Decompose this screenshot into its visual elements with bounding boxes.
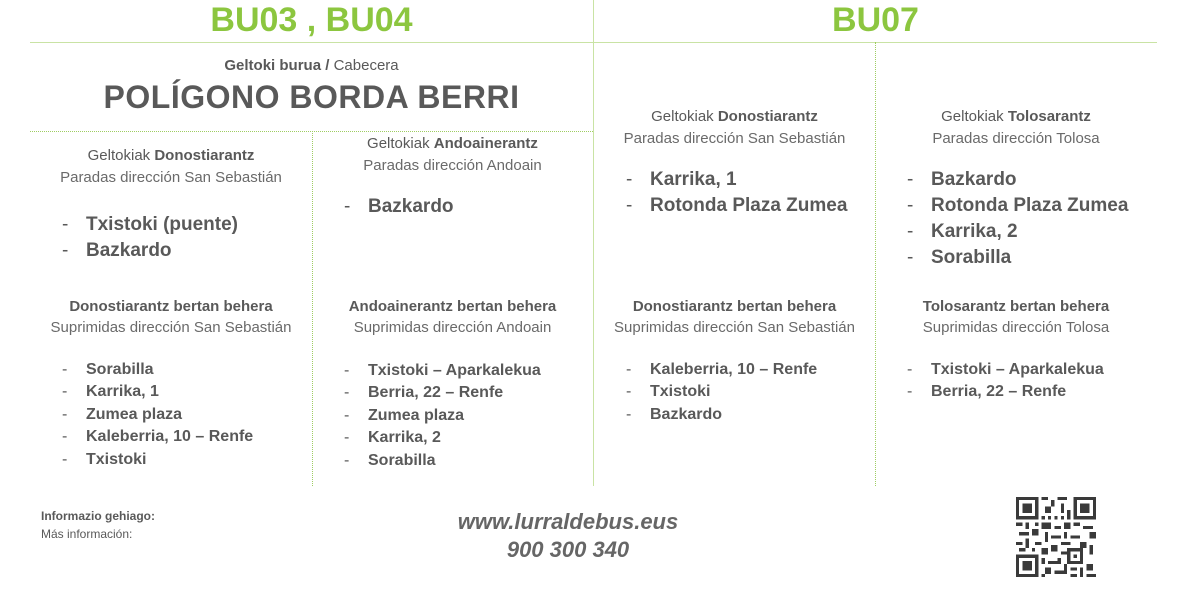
- bullet-dash: -: [907, 221, 914, 242]
- list-item: [62, 359, 253, 381]
- stop-name: Bazkardo: [368, 196, 454, 217]
- col2-title-prefix: Geltokiak: [367, 135, 430, 152]
- bullet-dash: -: [907, 247, 914, 268]
- col4-subtitle: Paradas dirección Tolosa: [932, 130, 1100, 147]
- stop-name: Kaleberria, 10 – Renfe: [86, 428, 254, 446]
- stop-name: Karrika, 1: [86, 383, 159, 401]
- col2-suppressed-subtitle: Suprimidas dirección Andoain: [353, 319, 552, 336]
- bullet-dash: -: [626, 169, 633, 190]
- col3-title-bold: Donostiarantz: [717, 108, 818, 125]
- col4-suppressed-list: [907, 359, 1104, 404]
- bullet-dash: -: [907, 195, 914, 216]
- col1-title: [30, 145, 312, 167]
- bullet-dash: -: [62, 240, 69, 261]
- stop-name: Karrika, 1: [650, 169, 737, 190]
- col4-stops-list: [907, 167, 1128, 271]
- stop-name: Bazkardo: [931, 169, 1017, 190]
- stop-name-title: POLÍGONO BORDA BERRI: [103, 79, 520, 115]
- list-item: [626, 359, 817, 381]
- route-title-bu07: BU07: [832, 1, 919, 39]
- stop-name: Txistoki – Aparkalekua: [931, 361, 1104, 378]
- header-label-eu: Geltoki burua: [224, 57, 322, 74]
- stop-name: Sorabilla: [86, 361, 154, 378]
- stop-name: Sorabilla: [368, 451, 436, 469]
- list-item: [626, 167, 847, 193]
- col3-title-prefix: Geltokiak: [651, 108, 714, 125]
- col3-suppressed-header: [594, 296, 875, 339]
- col1-stops-list: [62, 212, 238, 264]
- bullet-dash: -: [907, 383, 913, 401]
- list-item: [626, 381, 817, 403]
- col3-title: [594, 106, 875, 128]
- website-link[interactable]: www.lurraldebus.eus: [457, 509, 679, 534]
- bullet-dash: -: [626, 405, 632, 423]
- bullet-dash: -: [907, 169, 914, 190]
- col4-suppressed-title: Tolosarantz bertan behera: [922, 298, 1110, 315]
- bullet-dash: -: [344, 429, 350, 447]
- col1-suppressed-subtitle: Suprimidas dirección San Sebastián: [50, 319, 292, 336]
- col2-suppressed-list: [344, 360, 541, 472]
- phone-number[interactable]: 900 300 340: [506, 537, 630, 562]
- col4-suppressed-header: [875, 296, 1157, 339]
- qr-code-icon[interactable]: [1016, 497, 1096, 577]
- list-item: [344, 427, 541, 449]
- bullet-dash: -: [344, 196, 351, 217]
- col1-title-prefix: Geltokiak: [87, 147, 151, 164]
- col2-stops-header: [312, 133, 593, 177]
- stop-name: Kaleberria, 10 – Renfe: [650, 361, 818, 378]
- stop-name: Berria, 22 – Renfe: [931, 383, 1067, 401]
- list-item: [62, 238, 238, 264]
- stop-name: Bazkardo: [86, 240, 172, 261]
- col1-stops-header: [30, 145, 312, 189]
- bullet-dash: -: [62, 383, 68, 401]
- col3-suppressed-subtitle: Suprimidas dirección San Sebastián: [614, 319, 855, 336]
- bullet-dash: -: [626, 361, 632, 378]
- stop-name: Bazkardo: [650, 405, 723, 423]
- stop-name: Berria, 22 – Renfe: [368, 384, 504, 402]
- bullet-dash: -: [62, 405, 68, 423]
- col3-stops-list: [626, 167, 847, 219]
- col4-stops-header: [875, 106, 1157, 150]
- stop-name: Txistoki (puente): [86, 214, 239, 235]
- col2-suppressed-title: Andoainerantz bertan behera: [348, 298, 557, 315]
- bullet-dash: -: [626, 195, 633, 216]
- col1-subtitle: Paradas dirección San Sebastián: [60, 169, 282, 186]
- bullet-dash: -: [62, 428, 68, 446]
- list-item: [907, 167, 1128, 193]
- col4-title: [875, 106, 1157, 128]
- stop-name: Sorabilla: [931, 247, 1012, 268]
- col4-title-prefix: Geltokiak: [941, 108, 1004, 125]
- list-item: [344, 360, 541, 382]
- stop-name: Zumea plaza: [86, 405, 183, 423]
- header-separator: /: [325, 57, 330, 74]
- stop-name: Zumea plaza: [368, 406, 465, 424]
- col3-subtitle: Paradas dirección San Sebastián: [623, 130, 846, 147]
- col3-stops-header: [594, 106, 875, 150]
- col2-stops-list: [344, 194, 454, 220]
- list-item: [62, 212, 238, 238]
- col1-suppressed-list: [62, 359, 253, 471]
- stop-name: Rotonda Plaza Zumea: [650, 195, 848, 216]
- bullet-dash: -: [62, 361, 68, 378]
- list-item: [907, 219, 1128, 245]
- list-item: [62, 449, 253, 471]
- col1-suppressed-title: Donostiarantz bertan behera: [69, 298, 273, 315]
- list-item: [344, 405, 541, 427]
- list-item: [626, 404, 817, 426]
- stop-name: Txistoki: [650, 383, 711, 401]
- col2-suppressed-header: [312, 296, 593, 339]
- list-item: [344, 450, 541, 472]
- bullet-dash: -: [344, 451, 350, 469]
- bullet-dash: -: [626, 383, 632, 401]
- stop-name: Karrika, 2: [368, 429, 441, 447]
- col1-title-bold: Donostiarantz: [154, 147, 255, 164]
- bullet-dash: -: [907, 361, 913, 378]
- list-item: [62, 426, 253, 448]
- col2-title-bold: Andoainerantz: [433, 135, 538, 152]
- bullet-dash: -: [62, 214, 69, 235]
- list-item: [907, 359, 1104, 381]
- list-item: [344, 194, 454, 220]
- header-label: [30, 57, 593, 74]
- list-item: [344, 382, 541, 404]
- header-label-es: Cabecera: [333, 57, 399, 74]
- route-title-bu03-bu04: BU03 , BU04: [210, 1, 413, 39]
- col4-suppressed-subtitle: Suprimidas dirección Tolosa: [922, 319, 1110, 336]
- col1-suppressed-header: [30, 296, 312, 339]
- list-item: [62, 404, 253, 426]
- list-item: [626, 193, 847, 219]
- stop-name: Txistoki – Aparkalekua: [368, 362, 541, 379]
- bullet-dash: -: [344, 406, 350, 424]
- col4-title-bold: Tolosarantz: [1007, 108, 1091, 125]
- info-label-es: Más información:: [41, 527, 133, 541]
- col2-title: [312, 133, 593, 155]
- list-item: [62, 381, 253, 403]
- col3-suppressed-title: Donostiarantz bertan behera: [632, 298, 837, 315]
- stop-name: Txistoki: [86, 450, 147, 468]
- list-item: [907, 245, 1128, 271]
- list-item: [907, 381, 1104, 403]
- bullet-dash: -: [344, 384, 350, 402]
- col3-suppressed-list: [626, 359, 817, 426]
- bullet-dash: -: [62, 450, 68, 468]
- info-label-eu: Informazio gehiago:: [41, 509, 155, 523]
- list-item: [907, 193, 1128, 219]
- col2-subtitle: Paradas dirección Andoain: [363, 157, 542, 174]
- bullet-dash: -: [344, 362, 350, 379]
- route-divider: [593, 0, 594, 486]
- stop-name: Rotonda Plaza Zumea: [931, 195, 1129, 216]
- stop-name: Karrika, 2: [931, 221, 1018, 242]
